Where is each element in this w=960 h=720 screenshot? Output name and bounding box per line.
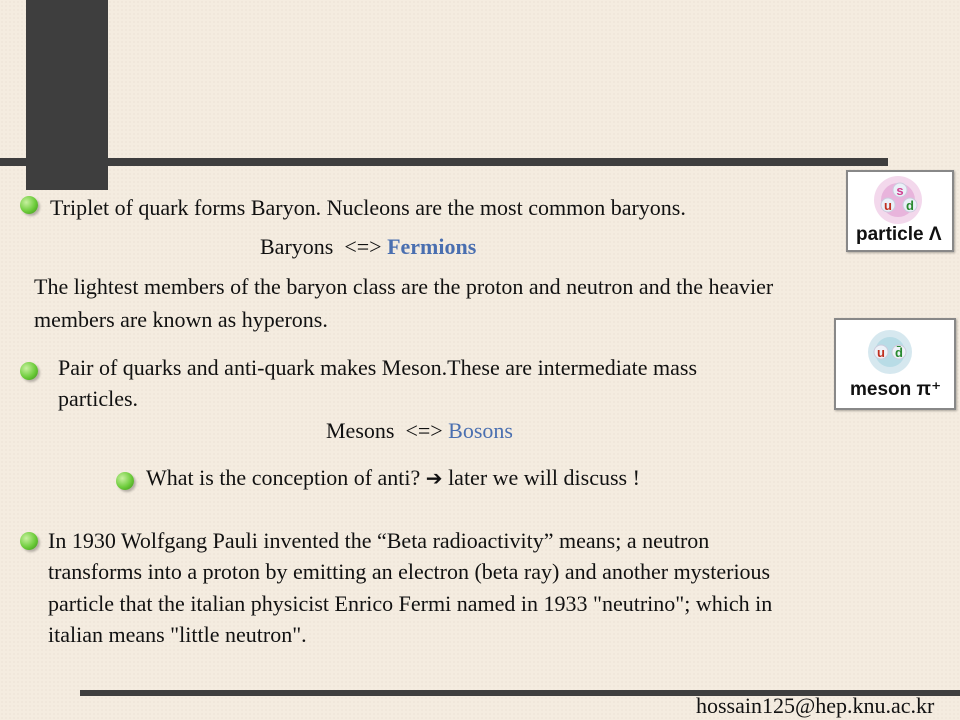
bullet-icon xyxy=(20,532,38,550)
lambda-label: particle Λ xyxy=(856,224,942,245)
baryons-label: Baryons <=> xyxy=(260,234,388,259)
quark-u-label: u xyxy=(884,198,892,213)
bullet-icon xyxy=(20,196,38,214)
meson-label: meson π⁺ xyxy=(850,379,942,400)
mesons-label: Mesons <=> xyxy=(326,418,449,443)
meson-pi-image xyxy=(834,318,956,410)
baryon-intro-text: Triplet of quark forms Baryon. Nucleons are the most common baryons. xyxy=(50,195,686,220)
baryon-lightest-line2: members are known as hyperons. xyxy=(34,307,328,332)
anti-question-text: What is the conception of anti? xyxy=(146,465,426,490)
bullet-icon xyxy=(20,362,38,380)
lambda-particle-image xyxy=(846,170,954,252)
mesons-bosons-line xyxy=(326,417,513,445)
pauli-line1: In 1930 Wolfgang Pauli invented the “Beta radioactivity” means; a neutron xyxy=(48,528,710,553)
quark-u-label: u xyxy=(877,345,885,360)
top-horizontal-bar xyxy=(0,158,888,166)
baryons-fermions-line xyxy=(260,233,476,261)
meson-intro-line1: Pair of quarks and anti-quark makes Meson.These are intermediate mass xyxy=(58,355,698,380)
bullet-icon xyxy=(116,472,134,490)
anti-question-line xyxy=(146,464,640,492)
baryon-lightest-line1: The lightest members of the baryon class are the proton and neutron and the heavier xyxy=(34,274,774,299)
pauli-line3: particle that the italian physicist Enrico Fermi named in 1933 "neutrino"; which in xyxy=(48,591,773,616)
quark-triplet-icon xyxy=(848,172,952,228)
antiquark-d-label: d̄ xyxy=(895,345,903,360)
quark-d-label: d xyxy=(906,198,914,213)
meson-intro-line2: particles. xyxy=(58,386,139,411)
pauli-line2: transforms into a proton by emitting an electron (beta ray) and another mysterious xyxy=(48,559,771,584)
bosons-label: Bosons xyxy=(448,418,513,443)
anti-answer-text: later we will discuss ! xyxy=(442,465,640,490)
footer-email: hossain125@hep.knu.ac.kr xyxy=(696,693,935,718)
quark-s-label: s xyxy=(896,183,904,198)
quark-pair-icon xyxy=(836,320,954,380)
right-arrow-icon: ➔ xyxy=(425,466,443,490)
fermions-label: Fermions xyxy=(387,234,477,259)
pauli-line4: italian means "little neutron". xyxy=(48,622,307,647)
